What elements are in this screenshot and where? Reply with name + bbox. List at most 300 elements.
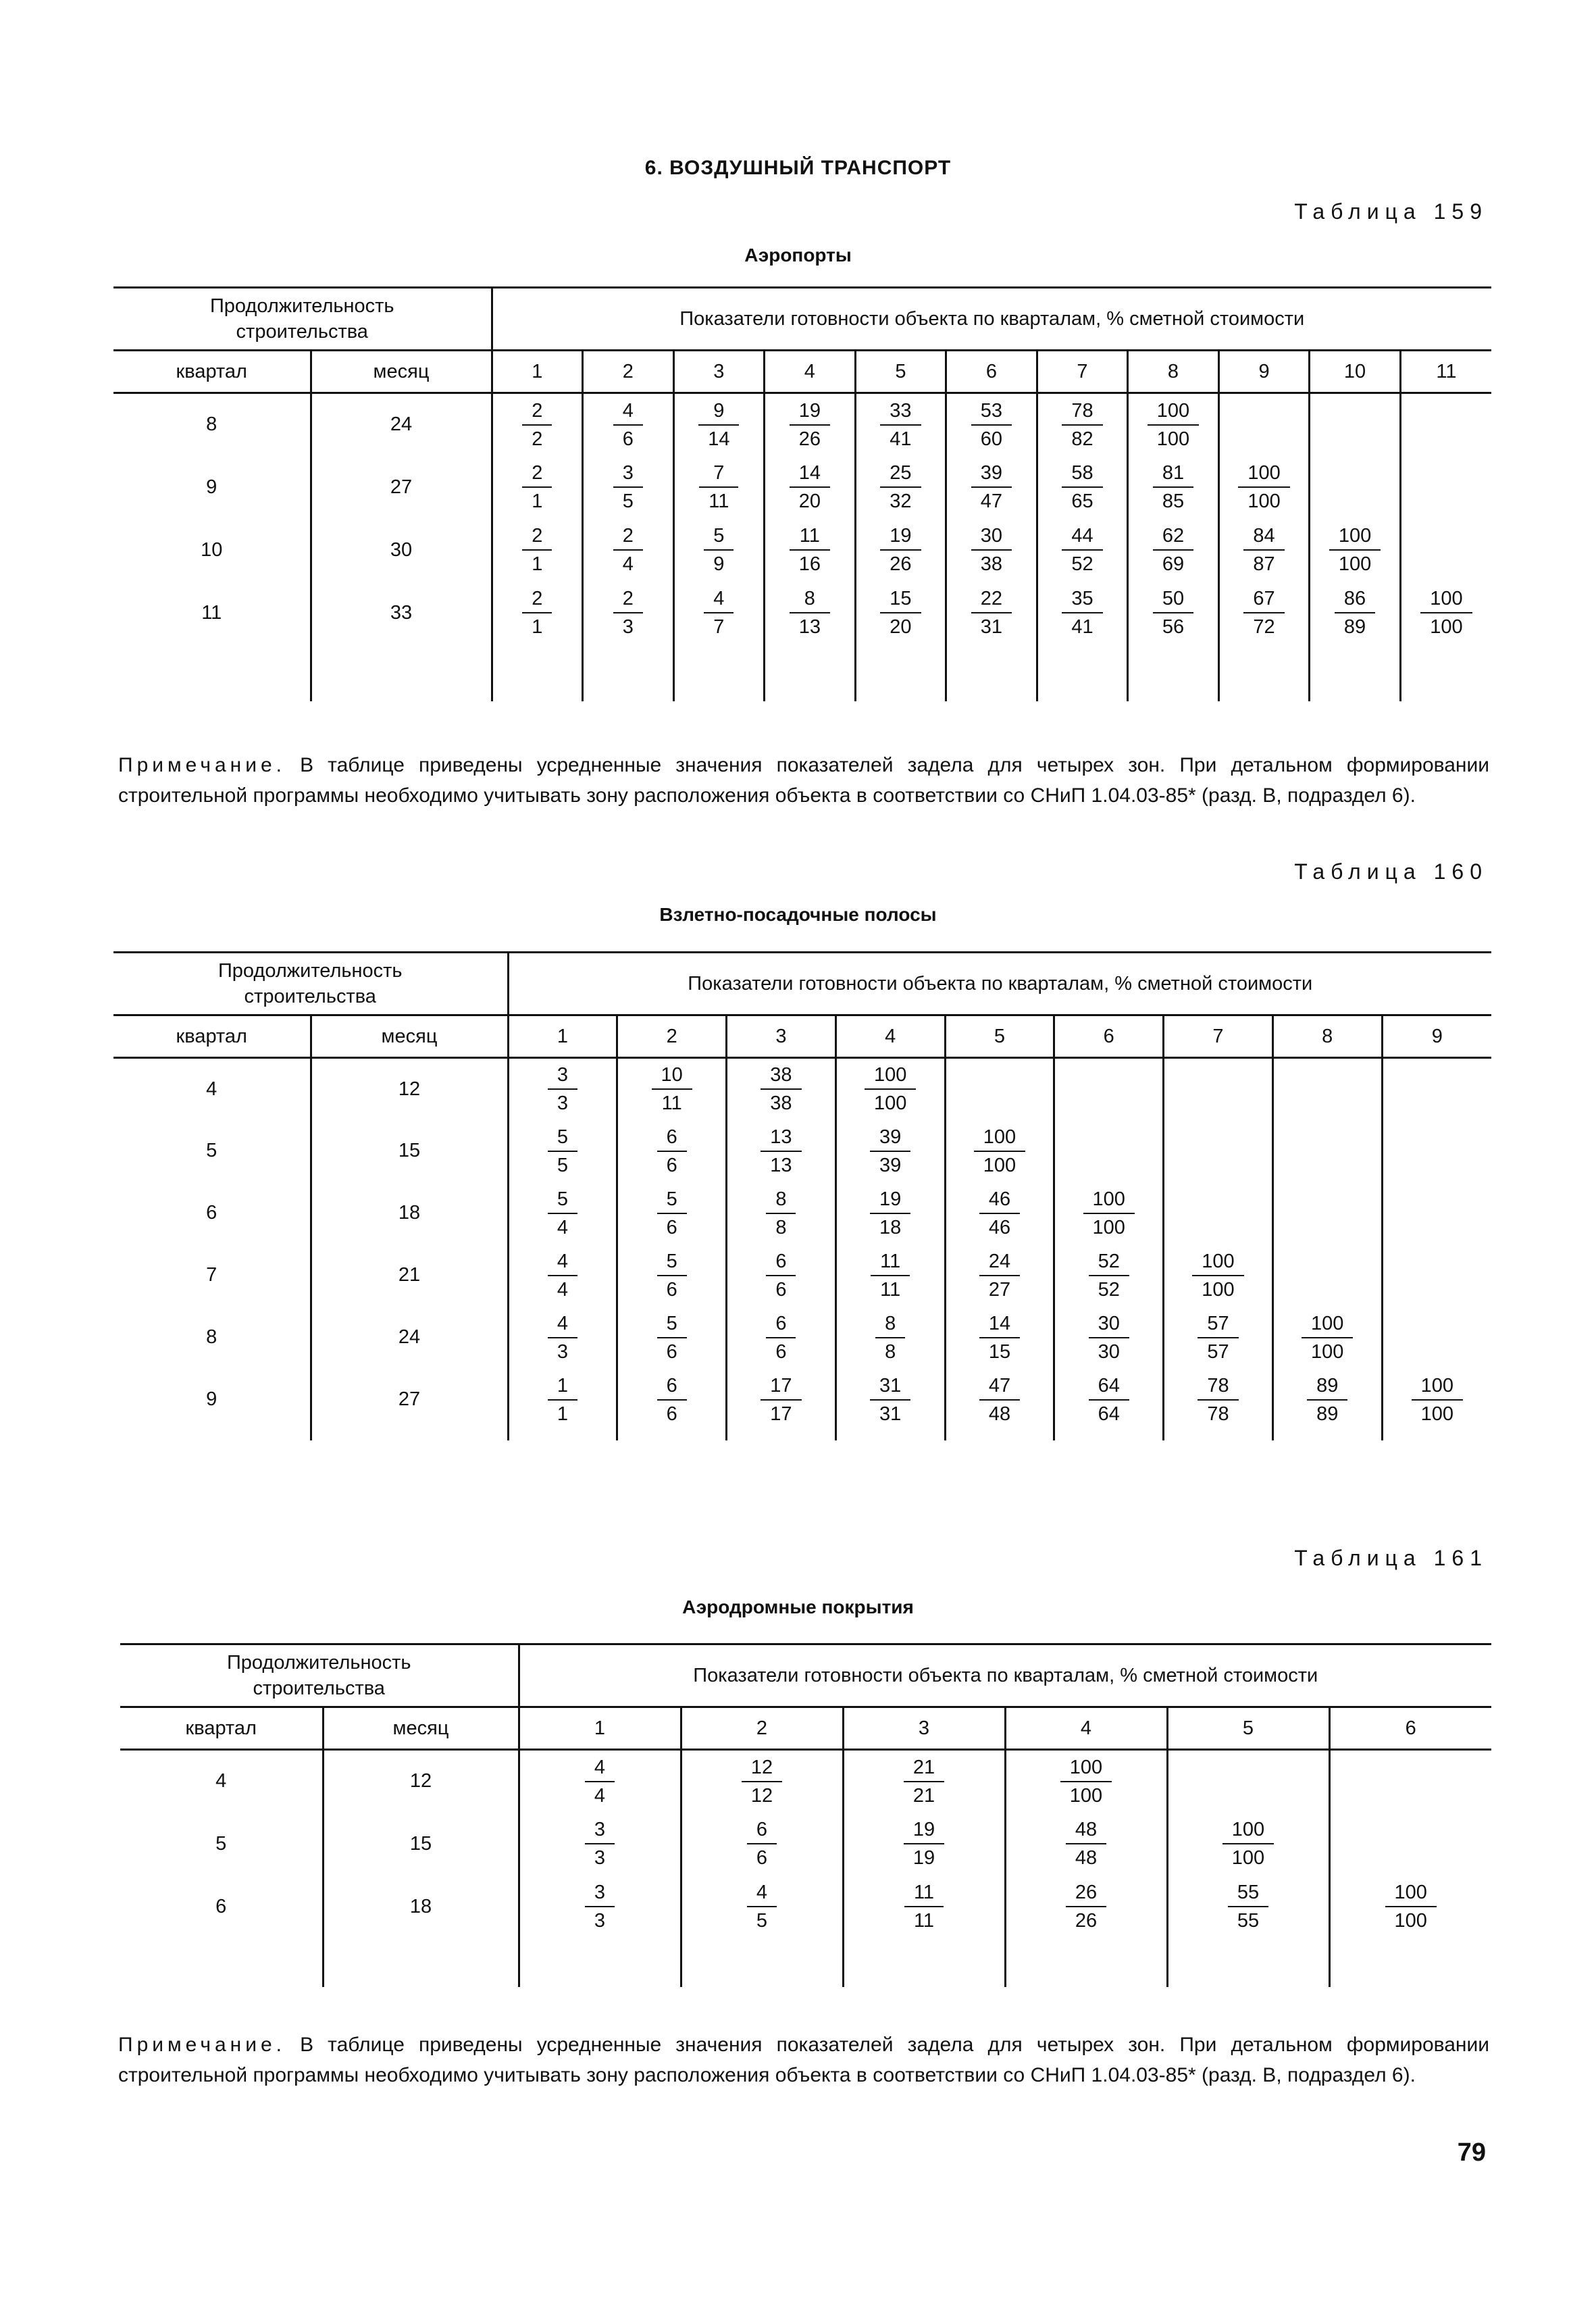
quarter-column-header: 5 (855, 351, 946, 393)
fraction-numerator: 9 (698, 397, 739, 426)
value-cell (1272, 1182, 1382, 1244)
fraction (742, 1754, 782, 1809)
fraction-denominator: 100 (1069, 1784, 1103, 1807)
fraction-numerator: 100 (1329, 522, 1381, 551)
value-cell (1167, 1750, 1329, 1813)
fraction (522, 397, 552, 453)
fraction-numerator: 8 (766, 1186, 796, 1214)
value-cell (673, 519, 765, 582)
value-cell (945, 1369, 1054, 1431)
fraction (761, 1061, 801, 1117)
quarter-column-header: 6 (1054, 1015, 1164, 1058)
fraction-numerator: 46 (979, 1186, 1020, 1214)
value-cell (765, 519, 856, 582)
fraction (657, 1310, 687, 1365)
note-lead: Примечание. (118, 2034, 286, 2056)
fraction-denominator: 26 (1075, 1910, 1098, 1932)
fraction-denominator: 100 (1247, 491, 1281, 512)
empty-cell (1005, 1938, 1167, 1987)
fraction-numerator: 24 (979, 1248, 1020, 1276)
fraction-numerator: 57 (1198, 1310, 1238, 1338)
fraction-denominator: 5 (557, 1154, 568, 1176)
fraction (904, 1879, 944, 1934)
value-cell (673, 582, 765, 645)
value-cell (617, 1307, 727, 1369)
fraction (1238, 459, 1289, 515)
value-cell (727, 1244, 836, 1307)
value-cell (1054, 1244, 1164, 1307)
fraction-numerator: 3 (548, 1061, 577, 1090)
fraction-denominator: 8 (885, 1340, 896, 1363)
fraction-numerator: 4 (548, 1310, 577, 1338)
fraction (1243, 522, 1284, 578)
value-cell (1005, 1876, 1167, 1938)
fraction-denominator: 65 (1071, 491, 1093, 512)
fraction-numerator: 55 (1228, 1879, 1268, 1907)
fraction-numerator: 14 (790, 459, 830, 488)
fraction-denominator: 100 (1311, 1340, 1344, 1363)
table-row (113, 582, 1491, 645)
fraction (1335, 585, 1375, 640)
table-row (113, 1244, 1491, 1307)
fraction-denominator: 7 (713, 616, 725, 638)
fraction (1062, 585, 1102, 640)
fraction-numerator: 2 (522, 522, 552, 551)
fraction-denominator: 6 (666, 1278, 677, 1301)
month-header: месяц (311, 351, 492, 393)
fraction (880, 459, 921, 515)
fraction-numerator: 19 (790, 397, 830, 426)
value-cell (843, 1813, 1005, 1876)
fraction (790, 585, 830, 640)
fraction (522, 459, 552, 515)
fraction-numerator: 100 (1420, 585, 1472, 613)
table-row (113, 1369, 1491, 1431)
quarter-column-header: 9 (1218, 351, 1310, 393)
fraction-denominator: 3 (557, 1340, 568, 1363)
fraction-denominator: 48 (1075, 1847, 1098, 1869)
fraction (657, 1186, 687, 1241)
fraction-numerator: 11 (790, 522, 830, 551)
value-cell (843, 1876, 1005, 1938)
fraction-denominator: 8 (775, 1216, 787, 1238)
value-cell (508, 1058, 617, 1120)
table-row (113, 393, 1491, 456)
fraction (1089, 1310, 1129, 1365)
table-tail-row (120, 1938, 1491, 1987)
fraction-denominator: 11 (880, 1278, 901, 1301)
value-cell (945, 1058, 1054, 1120)
fraction-denominator: 82 (1071, 428, 1093, 450)
fraction (613, 397, 643, 453)
fraction-denominator: 18 (879, 1216, 902, 1238)
value-cell (1054, 1058, 1164, 1120)
fraction-numerator: 4 (747, 1879, 777, 1907)
quarter-column-header: 10 (1310, 351, 1401, 393)
fraction (1198, 1372, 1238, 1428)
empty-cell (519, 1938, 681, 1987)
fraction (865, 1061, 916, 1117)
value-cell (519, 1750, 681, 1813)
note-2 (118, 2030, 1489, 2090)
value-cell (1164, 1058, 1273, 1120)
fraction (1062, 397, 1102, 453)
fraction (766, 1186, 796, 1241)
duration-header: Продолжительность строительства (113, 953, 508, 1015)
fraction (548, 1310, 577, 1365)
fraction-denominator: 16 (798, 553, 821, 575)
empty-cell (1037, 645, 1128, 701)
fraction-denominator: 1 (532, 553, 543, 575)
fraction-numerator: 33 (880, 397, 921, 426)
month-cell: 27 (311, 1369, 508, 1431)
fraction-denominator: 85 (1162, 491, 1185, 512)
fraction (1148, 397, 1199, 453)
value-cell (508, 1244, 617, 1307)
empty-cell (617, 1431, 727, 1440)
value-cell (727, 1182, 836, 1244)
month-cell: 15 (323, 1813, 519, 1876)
fraction-denominator: 6 (666, 1403, 677, 1425)
note-text: В таблице приведены усредненные значения показателей задела для четырех зон. При детальном формировании строительной программы необходимо учитывать зону расположения объекта в соответствии со СНиП 1.04.03-85* (разд. В, подраздел 6). (118, 754, 1489, 807)
fraction-numerator: 6 (747, 1816, 777, 1844)
value-cell (727, 1369, 836, 1431)
value-cell (1128, 456, 1219, 519)
fraction (790, 459, 830, 515)
fraction-numerator: 2 (522, 459, 552, 488)
table-label-160: Таблица 160 (1294, 859, 1488, 884)
fraction-denominator: 100 (1420, 1403, 1453, 1425)
fraction-numerator: 58 (1062, 459, 1102, 488)
fraction (585, 1879, 615, 1934)
value-cell (681, 1876, 843, 1938)
value-cell (1167, 1876, 1329, 1938)
empty-cell (946, 645, 1037, 701)
empty-cell (583, 645, 674, 701)
value-cell (1310, 519, 1401, 582)
value-cell (508, 1182, 617, 1244)
quarter-column-header: 1 (508, 1015, 617, 1058)
value-cell (1329, 1876, 1491, 1938)
value-cell (1400, 519, 1491, 582)
fraction-numerator: 19 (904, 1816, 944, 1844)
fraction (870, 1124, 910, 1179)
fraction-denominator: 9 (713, 553, 725, 575)
fraction (1192, 1248, 1243, 1303)
fraction (1412, 1372, 1463, 1428)
value-cell (765, 393, 856, 456)
fraction-numerator: 2 (613, 522, 643, 551)
section-title: 6. ВОЗДУШНЫЙ ТРАНСПОРТ (644, 157, 952, 179)
value-cell (1037, 456, 1128, 519)
fraction-numerator: 39 (870, 1124, 910, 1152)
fraction-denominator: 11 (661, 1092, 682, 1115)
value-cell (1382, 1058, 1491, 1120)
fraction (1420, 585, 1472, 640)
value-cell (843, 1750, 1005, 1813)
value-cell (508, 1307, 617, 1369)
fraction-denominator: 6 (666, 1216, 677, 1238)
fraction (1385, 1879, 1437, 1934)
value-cell (1400, 582, 1491, 645)
fraction-denominator: 6 (622, 428, 634, 450)
fraction-numerator: 2 (522, 585, 552, 613)
fraction-numerator: 48 (1066, 1816, 1106, 1844)
value-cell (1400, 393, 1491, 456)
fraction-numerator: 13 (761, 1124, 801, 1152)
fraction-numerator: 100 (865, 1061, 916, 1090)
month-cell: 18 (311, 1182, 508, 1244)
fraction (904, 1754, 944, 1809)
fraction-denominator: 100 (1394, 1910, 1427, 1932)
fraction (747, 1879, 777, 1934)
quarter-header: квартал (113, 351, 311, 393)
note-1 (118, 750, 1489, 811)
quarter-cell: 8 (206, 413, 217, 436)
fraction (652, 1061, 692, 1117)
value-cell (492, 582, 583, 645)
quarter-column-header: 2 (583, 351, 674, 393)
value-cell (1128, 582, 1219, 645)
fraction-numerator: 4 (548, 1248, 577, 1276)
quarter-column-header: 5 (945, 1015, 1054, 1058)
fraction-denominator: 52 (1071, 553, 1093, 575)
empty-cell (1054, 1431, 1164, 1440)
fraction-numerator: 12 (742, 1754, 782, 1782)
value-cell (681, 1750, 843, 1813)
value-cell (1382, 1369, 1491, 1431)
fraction (790, 397, 830, 453)
empty-cell (1128, 645, 1219, 701)
quarter-column-header: 4 (835, 1015, 945, 1058)
value-cell (945, 1182, 1054, 1244)
fraction-denominator: 21 (912, 1784, 935, 1807)
value-cell (1054, 1369, 1164, 1431)
fraction (548, 1372, 577, 1428)
fraction (704, 585, 733, 640)
fraction-denominator: 47 (980, 491, 1003, 512)
value-cell (583, 393, 674, 456)
value-cell (835, 1307, 945, 1369)
quarter-header: квартал (120, 1707, 323, 1750)
fraction (979, 1248, 1020, 1303)
fraction (1060, 1754, 1112, 1809)
table-row (113, 1058, 1491, 1120)
fraction (974, 1124, 1025, 1179)
value-cell (617, 1369, 727, 1431)
value-cell (1272, 1369, 1382, 1431)
fraction-numerator: 1 (548, 1372, 577, 1401)
fraction (875, 1310, 905, 1365)
value-cell (583, 582, 674, 645)
fraction-numerator: 100 (1238, 459, 1289, 488)
value-cell (1037, 393, 1128, 456)
table-tail-row (113, 1431, 1491, 1440)
fraction-denominator: 39 (879, 1154, 902, 1176)
fraction (880, 397, 921, 453)
value-cell (617, 1244, 727, 1307)
fraction-numerator: 100 (1412, 1372, 1463, 1401)
fraction-numerator: 11 (871, 1248, 910, 1276)
fraction-denominator: 46 (988, 1216, 1011, 1238)
fraction-numerator: 6 (657, 1372, 687, 1401)
table-row (120, 1750, 1491, 1813)
fraction-numerator: 10 (652, 1061, 692, 1090)
quarter-cell: 4 (206, 1078, 217, 1100)
month-cell: 21 (311, 1244, 508, 1307)
fraction-numerator: 5 (657, 1310, 687, 1338)
fraction-numerator: 52 (1089, 1248, 1129, 1276)
fraction-numerator: 5 (657, 1248, 687, 1276)
airports-table (113, 286, 1491, 701)
fraction-numerator: 5 (704, 522, 733, 551)
fraction-denominator: 13 (798, 616, 821, 638)
quarter-cell: 5 (206, 1140, 217, 1161)
value-cell (1037, 519, 1128, 582)
value-cell (765, 456, 856, 519)
empty-cell (1218, 645, 1310, 701)
value-cell (1054, 1120, 1164, 1182)
fraction-denominator: 100 (873, 1092, 907, 1115)
fraction-numerator: 3 (613, 459, 643, 488)
table-row (113, 456, 1491, 519)
fraction-denominator: 38 (770, 1092, 792, 1115)
quarter-cell: 9 (206, 1388, 217, 1410)
fraction-numerator: 14 (979, 1310, 1020, 1338)
fraction-denominator: 17 (770, 1403, 792, 1425)
fraction-numerator: 6 (657, 1124, 687, 1152)
table-title-runways: Взлетно-посадочные полосы (659, 904, 937, 925)
fraction (1066, 1879, 1106, 1934)
fraction-numerator: 100 (974, 1124, 1025, 1152)
fraction-denominator: 60 (980, 428, 1003, 450)
value-cell (1329, 1750, 1491, 1813)
quarter-column-header: 3 (727, 1015, 836, 1058)
quarter-cell: 5 (215, 1832, 227, 1855)
empty-cell (1329, 1938, 1491, 1987)
fraction-numerator: 22 (971, 585, 1012, 613)
table-row (113, 1307, 1491, 1369)
fraction-denominator: 3 (557, 1092, 568, 1115)
table-title-airfield-pavements: Аэродромные покрытия (682, 1596, 914, 1617)
fraction-denominator: 20 (890, 616, 912, 638)
fraction-denominator: 6 (666, 1154, 677, 1176)
fraction-numerator: 15 (880, 585, 921, 613)
fraction-denominator: 100 (1338, 553, 1372, 575)
fraction-numerator: 100 (1148, 397, 1199, 426)
fraction-denominator: 5 (756, 1910, 768, 1932)
fraction-denominator: 100 (1231, 1847, 1265, 1869)
table-row (120, 1813, 1491, 1876)
fraction-numerator: 4 (613, 397, 643, 426)
quarter-column-header: 4 (765, 351, 856, 393)
empty-cell (855, 645, 946, 701)
table-title-airports: Аэропорты (744, 245, 852, 266)
fraction (1153, 459, 1193, 515)
value-cell (1329, 1813, 1491, 1876)
month-cell: 27 (311, 456, 492, 519)
fraction-denominator: 20 (798, 491, 821, 512)
fraction (871, 1248, 910, 1303)
fraction (1089, 1248, 1129, 1303)
fraction (613, 585, 643, 640)
fraction-numerator: 8 (790, 585, 830, 613)
table-row (113, 1182, 1491, 1244)
month-cell: 33 (311, 582, 492, 645)
fraction (979, 1310, 1020, 1365)
value-cell (1382, 1307, 1491, 1369)
fraction (790, 522, 830, 578)
value-cell (946, 582, 1037, 645)
value-cell (727, 1120, 836, 1182)
value-cell (1164, 1244, 1273, 1307)
value-cell (617, 1058, 727, 1120)
value-cell (519, 1876, 681, 1938)
fraction (971, 397, 1012, 453)
note-text: В таблице приведены усредненные значения показателей задела для четырех зон. При детальном формировании строительной программы необходимо учитывать зону расположения объекта в соответствии со СНиП 1.04.03-85* (разд. В, подраздел 6). (118, 2034, 1489, 2086)
fraction-denominator: 48 (988, 1403, 1011, 1425)
fraction-numerator: 67 (1243, 585, 1284, 613)
value-cell (855, 582, 946, 645)
fraction-denominator: 100 (1202, 1278, 1235, 1301)
fraction-numerator: 11 (904, 1879, 944, 1907)
fraction (766, 1310, 796, 1365)
value-cell (727, 1307, 836, 1369)
value-cell (835, 1120, 945, 1182)
fraction (971, 522, 1012, 578)
fraction-denominator: 13 (770, 1154, 792, 1176)
value-cell (1218, 393, 1310, 456)
fraction-denominator: 31 (879, 1403, 902, 1425)
quarter-column-header: 2 (681, 1707, 843, 1750)
value-cell (1164, 1369, 1273, 1431)
value-cell (583, 519, 674, 582)
fraction-numerator: 19 (880, 522, 921, 551)
fraction-numerator: 30 (1089, 1310, 1129, 1338)
value-cell (946, 456, 1037, 519)
empty-cell (1400, 645, 1491, 701)
fraction-denominator: 100 (1092, 1216, 1125, 1238)
month-cell: 15 (311, 1120, 508, 1182)
fraction-denominator: 57 (1207, 1340, 1229, 1363)
value-cell (1382, 1120, 1491, 1182)
value-cell (673, 456, 765, 519)
value-cell (1272, 1058, 1382, 1120)
fraction-denominator: 89 (1343, 616, 1366, 638)
quarter-cell: 8 (206, 1326, 217, 1348)
fraction (880, 522, 921, 578)
fraction-denominator: 100 (1430, 616, 1463, 638)
fraction-numerator: 5 (548, 1186, 577, 1214)
fraction-numerator: 4 (585, 1754, 615, 1782)
fraction (971, 585, 1012, 640)
fraction-denominator: 64 (1098, 1403, 1120, 1425)
quarter-cell: 6 (206, 1202, 217, 1224)
fraction-denominator: 3 (594, 1910, 606, 1932)
quarter-cell: 4 (215, 1770, 227, 1792)
fraction-numerator: 78 (1198, 1372, 1238, 1401)
indicator-header: Показатели готовности объекта по кварталам, % сметной стоимости (508, 953, 1491, 1015)
value-cell (492, 393, 583, 456)
value-cell (1272, 1244, 1382, 1307)
fraction-numerator: 21 (904, 1754, 944, 1782)
fraction-denominator: 15 (988, 1340, 1011, 1363)
fraction-numerator: 100 (1083, 1186, 1135, 1214)
value-cell (855, 456, 946, 519)
value-cell (1128, 393, 1219, 456)
value-cell (855, 519, 946, 582)
fraction-denominator: 1 (557, 1403, 568, 1425)
